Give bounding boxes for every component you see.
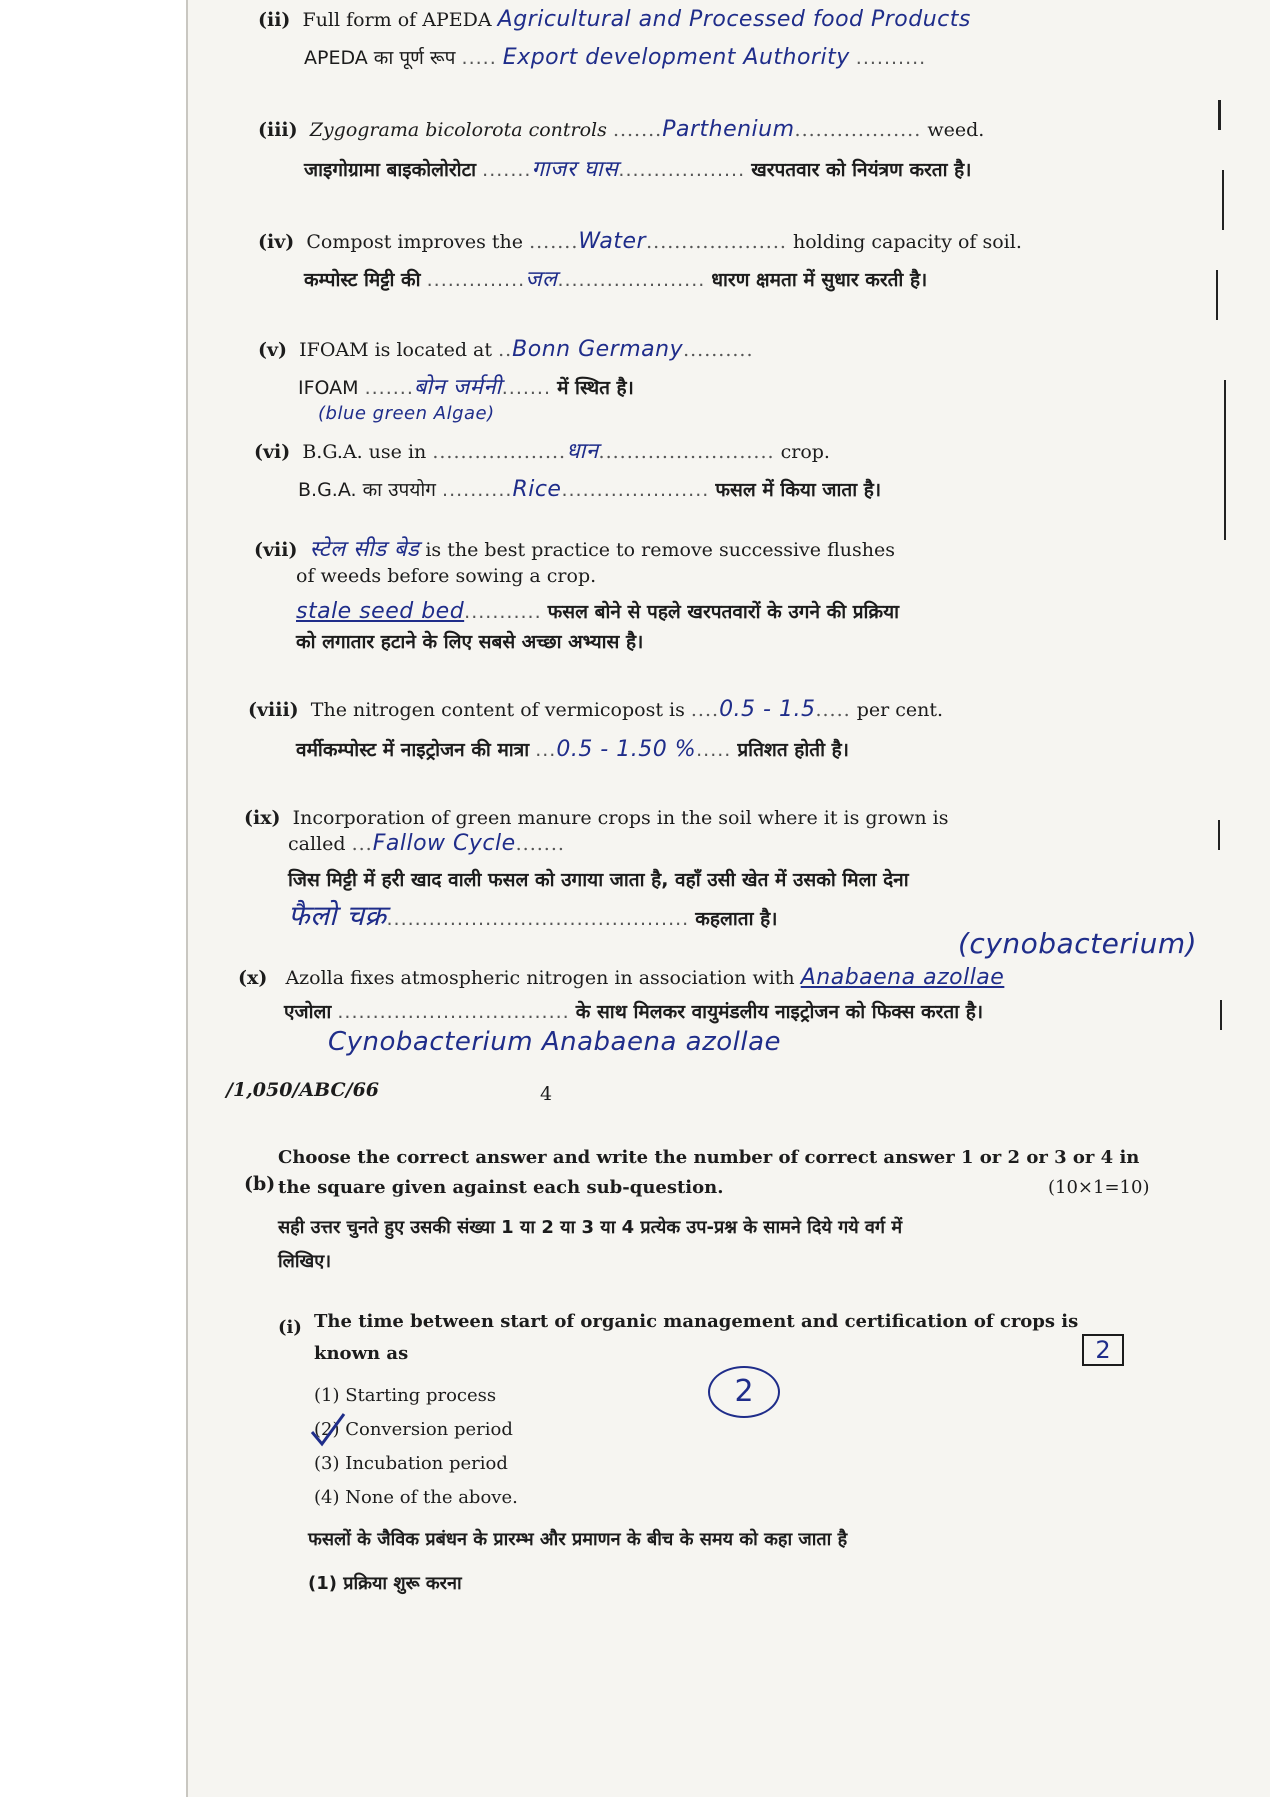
- question-vi-en: (vi) B.G.A. use in ...................धान......................... crop.: [254, 439, 830, 464]
- option-2: (2) Conversion period: [314, 1419, 513, 1440]
- handwritten-answer: Anabaena azollae: [800, 965, 1005, 990]
- question-text: IFOAM is located at: [299, 339, 493, 361]
- instruction-text: the square given against each sub-question.: [278, 1177, 724, 1198]
- question-ix-en: [244, 806, 948, 830]
- handwritten-answer: Fallow Cycle: [372, 831, 516, 856]
- question-text: खरपतवार को नियंत्रण करता है।: [751, 159, 972, 181]
- margin-mark: [1220, 1000, 1222, 1030]
- question-text: is the best practice to remove successive flushes: [425, 539, 895, 561]
- question-text: Incorporation of green manure crops in the soil where it is grown is: [292, 807, 949, 829]
- question-ii-hi: APEDA का पूर्ण रूप ..... Export development Authority ..........: [304, 45, 927, 70]
- question-text: फसल बोने से पहले खरपतवारों के उगने की प्रक्रिया: [547, 601, 900, 623]
- handwritten-answer: फैलो चक्र: [288, 899, 387, 932]
- handwritten-answer: Cynobacterium Anabaena azollae: [328, 1027, 782, 1057]
- question-text: के साथ मिलकर वायुमंडलीय नाइट्रोजन को फिक्स करता है।: [575, 1001, 984, 1023]
- question-iii-en: (iii) Zygograma bicolorota controls .......Parthenium.................. weed.: [258, 117, 985, 142]
- question-v-en: (v) IFOAM is located at ..Bonn Germany..........: [258, 337, 754, 362]
- question-text: holding capacity of soil.: [792, 231, 1022, 253]
- section-label: (b): [244, 1173, 276, 1195]
- question-text: Compost improves the: [306, 231, 524, 253]
- option-3: (3) Incubation period: [314, 1453, 508, 1474]
- handwritten-answer: 0.5 - 1.50 %: [556, 737, 697, 762]
- question-number: (iii): [258, 119, 298, 141]
- question-viii-hi: वर्मीकम्पोस्ट में नाइट्रोजन की मात्रा ...0.5 - 1.50 %..... प्रतिशत होती है।: [296, 737, 849, 762]
- question-text: जिस मिट्टी में हरी खाद वाली फसल को उगाया जाता है, वहाँ उसी खेत में उसको मिला देना: [288, 869, 909, 891]
- answer-box: [1082, 1334, 1124, 1366]
- handwritten-answer: Agricultural and Processed food Products: [497, 7, 971, 32]
- margin-mark: [1218, 100, 1221, 130]
- question-number: (ix): [244, 807, 281, 829]
- handwritten-answer: Rice: [512, 477, 562, 502]
- question-text: में स्थित है।: [557, 377, 634, 399]
- question-text: The time between start of organic management and certification of crops is: [314, 1311, 1079, 1332]
- question-text: फसल में किया जाता है।: [715, 479, 882, 501]
- question-iii-hi: जाइगोग्रामा बाइकोलोरोटा .......गाजर घास.................. खरपतवार को नियंत्रण करता है।: [304, 157, 972, 182]
- question-number: (vi): [254, 441, 291, 463]
- margin-mark: [1218, 820, 1220, 850]
- question-text: को लगातार हटाने के लिए सबसे अच्छा अभ्यास है।: [296, 631, 644, 653]
- circled-answer: 2: [708, 1366, 780, 1418]
- question-viii-en: (viii) The nitrogen content of vermicopost is ....0.5 - 1.5..... per cent.: [248, 697, 944, 722]
- question-text: जाइगोग्रामा बाइकोलोरोटा: [304, 159, 477, 181]
- question-ii-en: [258, 8, 971, 32]
- question-number: (i): [278, 1317, 302, 1338]
- question-number: (viii): [248, 699, 299, 721]
- handwritten-answer: स्टेल सीड बेड: [309, 537, 420, 562]
- question-text: known as: [314, 1343, 409, 1364]
- handwritten-answer: Parthenium: [662, 117, 795, 142]
- instruction-text: सही उत्तर चुनते हुए उसकी संख्या 1 या 2 या 3 या 4 प्रत्येक उप-प्रश्न के सामने दिये गये वर्ग में: [278, 1217, 903, 1238]
- handwritten-answer: जल: [525, 267, 558, 292]
- question-number: (x): [238, 967, 268, 989]
- question-number: (iv): [258, 231, 295, 253]
- handwritten-answer: Water: [578, 229, 647, 254]
- question-text: The nitrogen content of vermicopost is: [310, 699, 685, 721]
- handwritten-answer: 0.5 - 1.5: [719, 697, 816, 722]
- question-text: कहलाता है।: [695, 908, 778, 930]
- question-number: (v): [258, 339, 288, 361]
- handwritten-answer: गाजर घास: [531, 157, 619, 182]
- tick-mark-icon: [308, 1410, 348, 1450]
- question-text: of weeds before sowing a crop.: [296, 565, 597, 587]
- instruction-text: लिखिए।: [278, 1251, 332, 1272]
- question-text: B.G.A. use in: [302, 441, 427, 463]
- handwritten-answer: Bonn Germany: [512, 337, 684, 362]
- margin-mark: [1224, 380, 1226, 540]
- question-x-en: [238, 966, 1004, 990]
- question-number: (vii): [254, 539, 298, 561]
- question-text: B.G.A. का उपयोग: [298, 479, 436, 501]
- question-vii-hi: stale seed bed........... फसल बोने से पहले खरपतवारों के उगने की प्रक्रिया: [296, 599, 900, 624]
- question-number: (ii): [258, 9, 291, 31]
- page-number: 4: [540, 1083, 553, 1105]
- question-x-hi: एजोला ................................. के साथ मिलकर वायुमंडलीय नाइट्रोजन को फिक्स करता है।: [284, 1001, 984, 1023]
- option-1-hindi: (1) प्रक्रिया शुरू करना: [308, 1573, 462, 1594]
- option-4: (4) None of the above.: [314, 1487, 518, 1508]
- handwritten-answer: बोन जर्मनी: [413, 375, 502, 400]
- handwritten-answer: stale seed bed: [296, 599, 465, 624]
- handwritten-answer: धान: [566, 439, 599, 464]
- question-text: एजोला: [284, 1001, 332, 1023]
- margin-mark: [1216, 270, 1218, 320]
- margin-mark: [1222, 170, 1224, 230]
- answer-box-value: 2: [1082, 1334, 1124, 1366]
- instruction-text: Choose the correct answer and write the number of correct answer 1 or 2 or 3 or 4 in: [278, 1147, 1140, 1168]
- question-text: crop.: [780, 441, 830, 463]
- question-iv-en: (iv) Compost improves the .......Water.................... holding capacity of soil.: [258, 229, 1022, 254]
- question-text: फसलों के जैविक प्रबंधन के प्रारम्भ और प्रमाणन के बीच के समय को कहा जाता है: [308, 1529, 848, 1550]
- question-text: Full form of APEDA: [302, 9, 492, 31]
- question-text: Azolla fixes atmospheric nitrogen in association with: [285, 967, 795, 989]
- question-vii-en: [254, 538, 895, 562]
- question-text: weed.: [927, 119, 985, 141]
- question-v-hi: IFOAM .......बोन जर्मनी....... में स्थित है।: [298, 375, 634, 400]
- question-iv-hi: कम्पोस्ट मिट्टी की ..............जल..................... धारण क्षमता में सुधार करती है।: [304, 267, 928, 292]
- option-1: (1) Starting process: [314, 1385, 497, 1406]
- question-text: APEDA का पूर्ण रूप: [304, 47, 456, 69]
- question-vi-hi: B.G.A. का उपयोग ..........Rice..................... फसल में किया जाता है।: [298, 477, 882, 502]
- question-text: per cent.: [856, 699, 944, 721]
- question-text: धारण क्षमता में सुधार करती है।: [711, 269, 928, 291]
- question-text: प्रतिशत होती है।: [737, 739, 849, 761]
- question-text: कम्पोस्ट मिट्टी की: [304, 269, 421, 291]
- handwritten-note: (blue green Algae): [318, 403, 495, 424]
- marks-label: (10×1=10): [1048, 1177, 1150, 1198]
- handwritten-answer: Export development Authority: [502, 45, 850, 70]
- handwritten-note: (cynobacterium): [958, 927, 1198, 960]
- paper-code: /1,050/ABC/66: [226, 1079, 380, 1101]
- question-ix-en2: called ...Fallow Cycle.......: [288, 831, 565, 856]
- question-ix-hi2: फैलो चक्र........................................... कहलाता है।: [288, 899, 778, 932]
- question-text: IFOAM: [298, 377, 359, 399]
- question-text: called: [288, 833, 346, 855]
- exam-page: [186, 0, 1270, 1797]
- question-text: Zygograma bicolorota controls: [309, 119, 607, 141]
- question-text: वर्मीकम्पोस्ट में नाइट्रोजन की मात्रा: [296, 739, 530, 761]
